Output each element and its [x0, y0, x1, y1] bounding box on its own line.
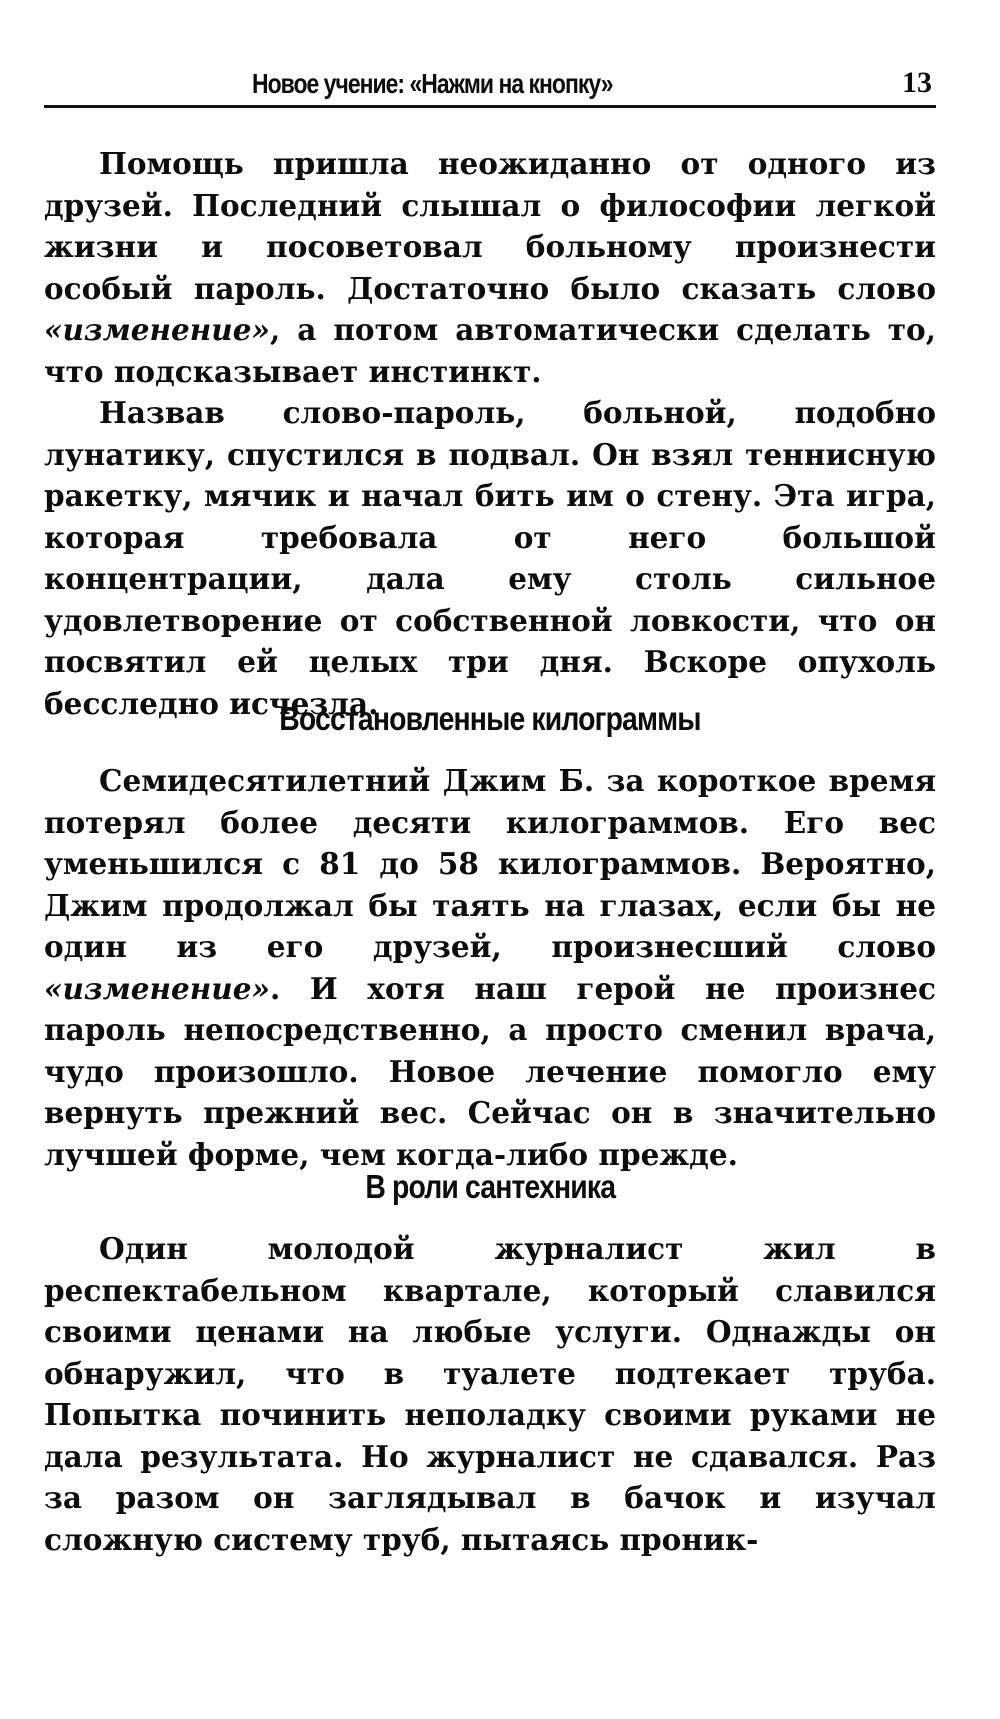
paragraph-text: , а потом автоматически сделать то, что подсказывает инстинкт.	[44, 312, 936, 389]
section-intro	[44, 143, 936, 724]
book-page	[44, 0, 936, 1719]
paragraph-text: Назвав слово-пароль, больной, подобно лунатику, спустился в подвал. Он взял теннисную ракетку, мячик и начал бить им о стену. Эта игра, которая требовала от него большой концентрации, дала ему столь сильное удовлетворение от собственной ловкости, что он посвятил ей целых три дня. Вскоре опухоль бесследно исчезла.	[44, 395, 936, 721]
paragraph	[44, 1228, 936, 1560]
paragraph	[44, 392, 936, 724]
running-title: Новое учение: «Нажми на кнопку»	[252, 68, 613, 99]
paragraph	[44, 760, 936, 1175]
paragraph-text: Семидесятилетний Джим Б. за короткое время потерял более десяти килограммов. Его вес уменьшился с 81 до 58 килограммов. Вероятно, Джим продолжал бы таять на глазах, если бы не один из его друзей, произнесший слово	[44, 763, 936, 964]
paragraph	[44, 143, 936, 392]
keyword-emphasis: «изменение»	[44, 312, 270, 347]
section-heading	[44, 700, 936, 738]
running-header	[44, 62, 936, 108]
section-heading-text: В роли сантехника	[365, 1168, 615, 1205]
paragraph-text: Один молодой журналист жил в респектабельном квартале, который славился своими ценами на любые услуги. Однажды он обнаружил, что в туалете подтекает труба. Попытка починить неполадку своими руками не дала результата. Но журналист не сдавался. Раз за разом он заглядывал в бачок и изучал сложную систему труб, пытаясь проник-	[44, 1231, 936, 1557]
section-heading-text: Восстановленные килограммы	[279, 700, 701, 737]
section-body	[44, 760, 936, 1175]
page-number: 13	[902, 66, 932, 99]
paragraph-text: Помощь пришла неожиданно от одного из друзей. Последний слышал о философии легкой жизни и посоветовал больному произнести особый пароль. Достаточно было сказать слово	[44, 146, 936, 306]
section-heading	[44, 1168, 936, 1206]
keyword-emphasis: «изменение»	[44, 970, 270, 1006]
paragraph-text: . И хотя наш герой не произнес пароль непосредственно, а просто сменил врача, чудо произошло. Новое лечение помогло ему вернуть прежний вес. Сейчас он в значительно лучшей форме, чем когда-либо прежде.	[44, 970, 936, 1172]
section-body	[44, 1228, 936, 1560]
